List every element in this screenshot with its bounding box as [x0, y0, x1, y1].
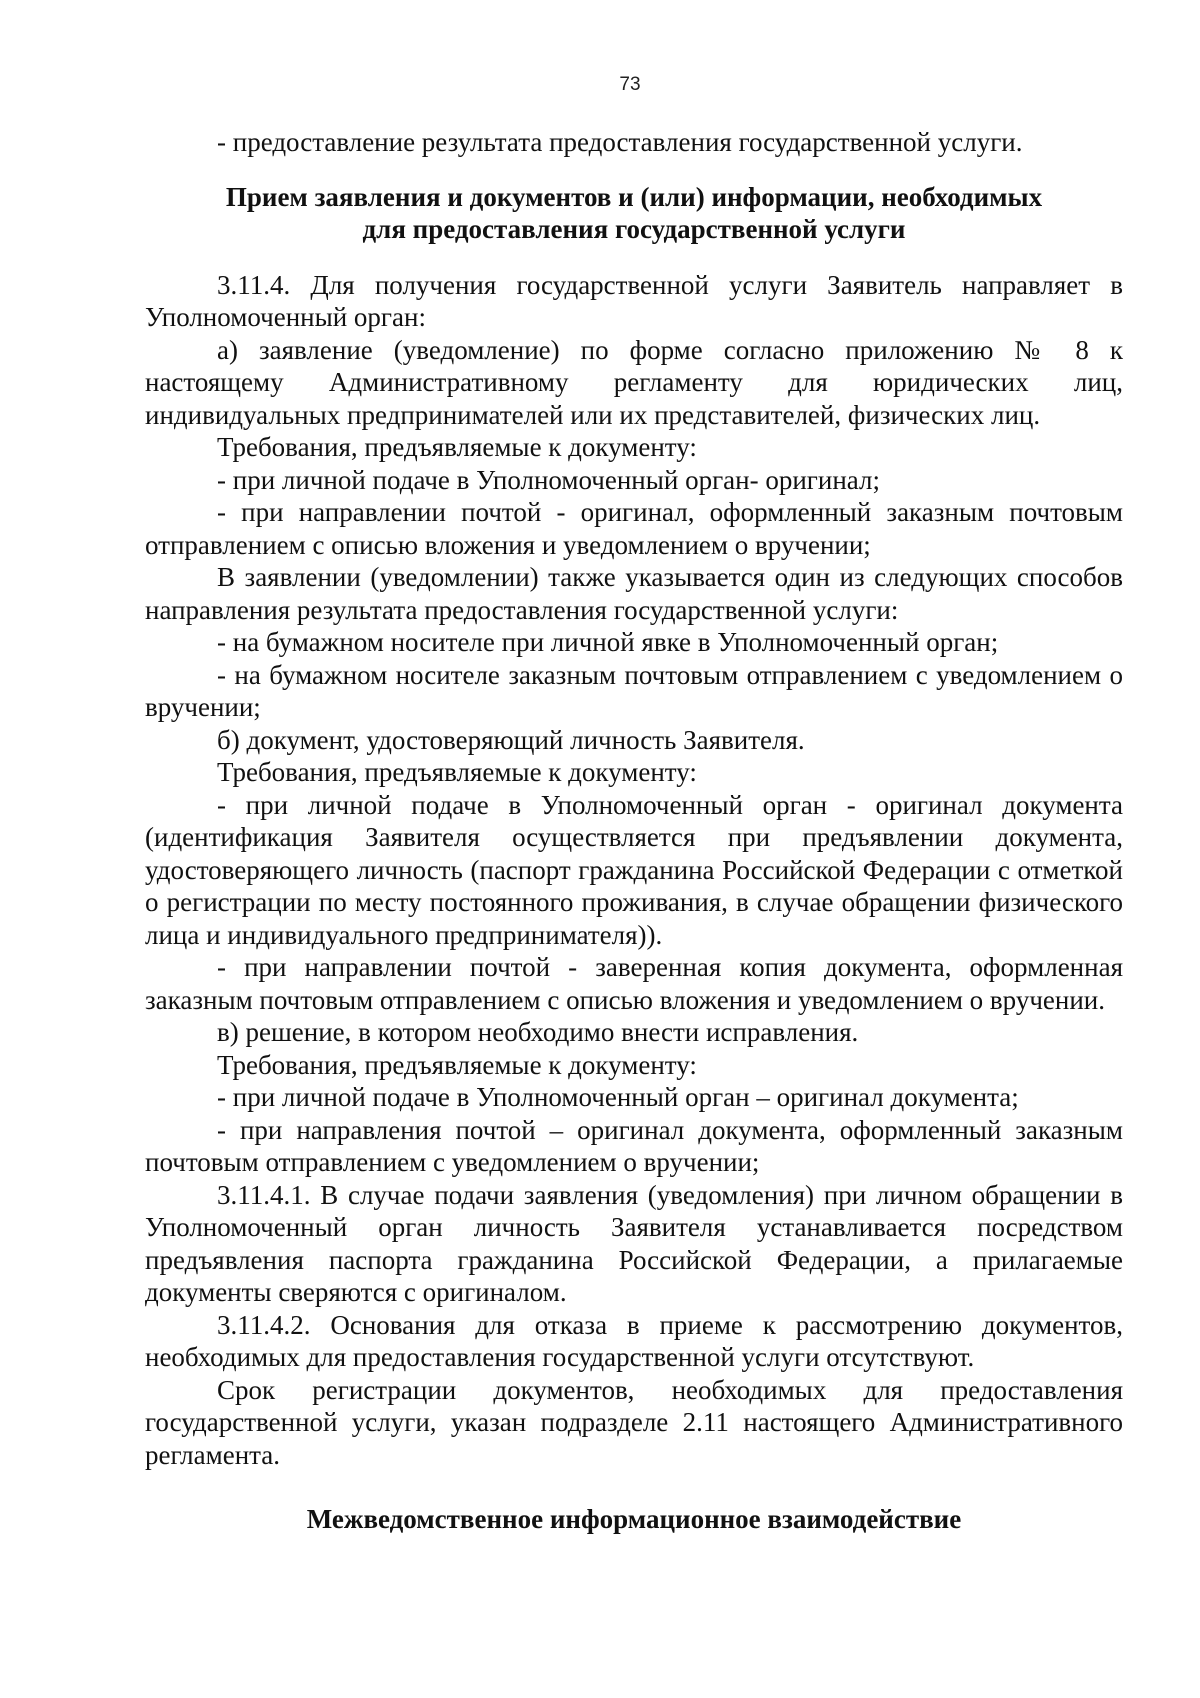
paragraph-delivery-methods: В заявлении (уведомлении) также указывается один из следующих способов направления результата предоставления государственной услуги: — [145, 562, 1123, 625]
page-number: 73 — [619, 74, 641, 95]
paragraph-bullet: - на бумажном носителе заказным почтовым отправлением с уведомлением о вручении; — [145, 659, 1123, 722]
section-heading-interagency: Межведомственное информационное взаимодействие — [306, 1504, 962, 1534]
paragraph-3-11-4-2: 3.11.4.2. Основания для отказа в приеме к рассмотрению документов, необходимых для предоставления государственной услуги отсутствуют. — [145, 1309, 1123, 1372]
paragraph-bullet: - при личной подаче в Уполномоченный орган- оригинал; — [217, 464, 880, 495]
paragraph-bullet: - при направлении почтой - оригинал, оформленный заказным почтовым отправлением с описью вложения и уведомлением о вручении; — [145, 497, 1123, 560]
paragraph-item-a: а) заявление (уведомление) по форме согласно приложению № 8 к настоящему Административному регламенту для юридических лиц, индивидуальных предпринимателей или их представителей, физических лиц. — [145, 334, 1123, 430]
paragraph-registration-term: Срок регистрации документов, необходимых для предоставления государственной услуги, указан подразделе 2.11 настоящего Административного регламента. — [145, 1374, 1123, 1470]
paragraph-requirements: Требования, предъявляемые к документу: — [217, 1049, 697, 1080]
section-heading-line: Прием заявления и документов и (или) информации, необходимых — [225, 181, 1043, 212]
paragraph-requirements: Требования, предъявляемые к документу: — [217, 432, 697, 462]
paragraph-bullet: - при личной подаче в Уполномоченный орган – оригинал документа; — [217, 1082, 1019, 1112]
section-heading-line: для предоставления государственной услуги — [362, 213, 906, 244]
paragraph-result-provision: - предоставление результата предоставления государственной услуги. — [217, 127, 1023, 157]
paragraph-3-11-4-1: 3.11.4.1. В случае подачи заявления (уведомления) при личном обращении в Уполномоченный орган личность Заявителя устанавливается посредством предъявления паспорта гражданина Российской Федерации, а прилагаемые документы сверяются с оригиналом. — [145, 1179, 1123, 1307]
paragraph-requirements: Требования, предъявляемые к документу: — [217, 757, 697, 787]
document-body — [145, 126, 1123, 1535]
paragraph-bullet: - на бумажном носителе при личной явке в Уполномоченный орган; — [217, 627, 999, 657]
paragraph-item-v: в) решение, в котором необходимо внести исправления. — [217, 1017, 859, 1047]
paragraph-bullet: - при направлении почтой - заверенная копия документа, оформленная заказным почтовым отправлением с описью вложения и уведомлением о вручении. — [145, 952, 1123, 1015]
paragraph-bullet: - при личной подаче в Уполномоченный орган - оригинал документа (идентификация Заявителя осуществляется при предъявлении документа, удостоверяющего личность (паспорт гражданина Российской Федерации с отметкой о регистрации по месту постоянного проживания, в случае обращении физического лица и индивидуального предпринимателя)). — [145, 789, 1123, 950]
paragraph-3-11-4: 3.11.4. Для получения государственной услуги Заявитель направляет в Уполномоченный орган: — [145, 269, 1123, 332]
paragraph-bullet: - при направления почтой – оригинал документа, оформленный заказным почтовым отправлением с уведомлением о вручении; — [145, 1114, 1123, 1177]
section-heading-reception — [145, 181, 1123, 245]
paragraph-item-b: б) документ, удостоверяющий личность Заявителя. — [217, 724, 805, 755]
